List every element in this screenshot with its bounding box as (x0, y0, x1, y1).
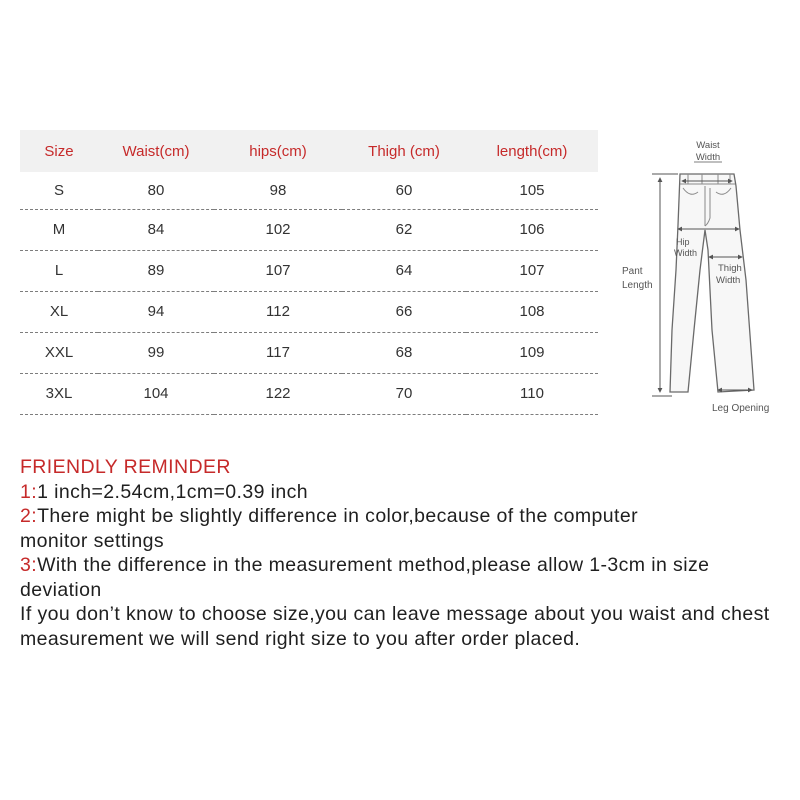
reminder-item-number: 2: (20, 505, 38, 527)
waist-label-line2: Width (695, 152, 721, 163)
header-hips: hips(cm) (249, 142, 307, 160)
header-thigh: Thigh (cm) (368, 142, 440, 160)
reminder-note: If you don’t know to choose size,you can leave message about you waist and chest measurement we will send right size to you after order placed. (20, 603, 770, 650)
pants-measurement-diagram (608, 130, 798, 430)
cell-size: XXL (44, 344, 74, 361)
cell-waist: 80 (147, 181, 165, 199)
cell-length: 105 (519, 181, 545, 199)
cell-hips: 112 (266, 303, 290, 320)
header-waist: Waist(cm) (122, 142, 190, 160)
cell-thigh: 70 (395, 385, 413, 402)
hip-label-line2: Width (674, 248, 698, 258)
cell-thigh: 66 (395, 303, 413, 320)
cell-size: 3XL (45, 385, 73, 402)
header-size: Size (44, 142, 74, 160)
cell-waist: 104 (143, 385, 169, 402)
table-row (20, 291, 598, 332)
reminder-item-number: 1: (20, 480, 38, 503)
cell-waist: 84 (147, 221, 165, 238)
thigh-label-line1: Thigh (718, 263, 742, 274)
reminder-item (20, 553, 710, 602)
reminder-item (20, 480, 790, 505)
reminder-title: FRIENDLY REMINDER (20, 456, 231, 478)
cell-hips: 102 (265, 221, 291, 238)
reminder-item-number: 3: (20, 554, 38, 576)
pants-outline (670, 174, 754, 392)
reminder-item-text: With the difference in the measurement method,please allow 1-3cm in size deviation (20, 554, 710, 601)
cell-thigh: 64 (395, 262, 413, 279)
cell-thigh: 62 (395, 221, 413, 238)
cell-length: 107 (519, 262, 545, 279)
cell-hips: 98 (269, 181, 287, 199)
cell-hips: 107 (265, 262, 291, 279)
leg-opening-label: Leg Opening (712, 403, 770, 414)
cell-thigh: 60 (395, 181, 413, 199)
table-row (20, 172, 598, 209)
friendly-reminder (20, 455, 790, 651)
cell-length: 106 (519, 221, 545, 238)
pant-length-label-line2: Length (622, 280, 653, 291)
reminder-item (20, 504, 660, 553)
cell-size: S (53, 181, 64, 199)
header-length: length(cm) (496, 142, 568, 160)
cell-hips: 122 (265, 385, 291, 402)
hip-label-line1: Hip (676, 237, 690, 247)
table-header-row (20, 130, 598, 172)
reminder-item-text: 1 inch=2.54cm,1cm=0.39 inch (37, 480, 309, 503)
table-row (20, 332, 598, 373)
cell-size: L (54, 262, 64, 279)
cell-waist: 99 (147, 344, 165, 361)
table-row (20, 209, 598, 250)
table-row (20, 250, 598, 291)
cell-length: 109 (519, 344, 545, 361)
cell-length: 110 (520, 385, 544, 402)
pant-length-label-line1: Pant (622, 266, 643, 277)
cell-hips: 117 (266, 344, 290, 361)
table-row (20, 373, 598, 414)
cell-size: M (52, 221, 66, 238)
cell-size: XL (49, 303, 69, 320)
size-table (20, 130, 598, 415)
cell-waist: 89 (147, 262, 165, 279)
cell-waist: 94 (147, 303, 165, 320)
thigh-label-line2: Width (716, 275, 741, 286)
reminder-item-text: There might be slightly difference in color,because of the computer monitor settings (20, 505, 639, 552)
cell-length: 108 (519, 303, 545, 320)
waist-label-line1: Waist (696, 140, 720, 151)
cell-thigh: 68 (395, 344, 413, 361)
